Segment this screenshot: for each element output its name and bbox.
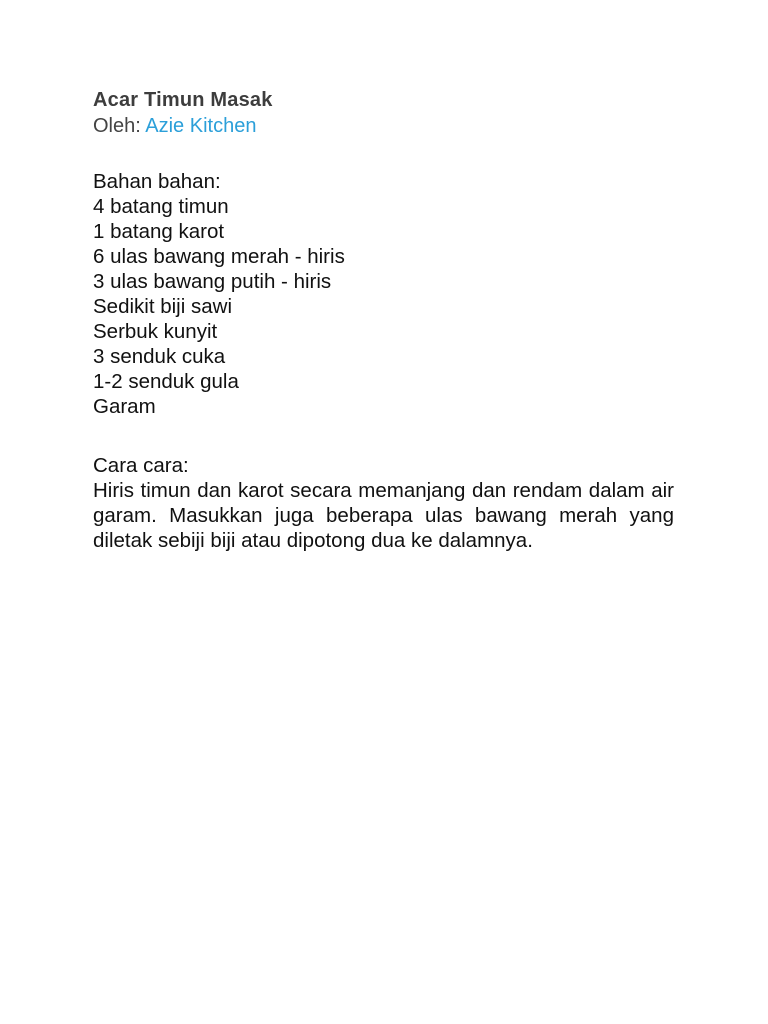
ingredient-item: 3 ulas bawang putih - hiris <box>93 270 332 293</box>
method-paragraph: Hiris timun dan karot secara memanjang dan rendam dalam air garam. Masukkan juga beberapa ulas bawang merah yang diletak sebiji biji atau dipotong dua ke dalamnya. <box>93 479 674 552</box>
ingredient-item: Garam <box>93 395 156 418</box>
method-heading: Cara cara: <box>93 454 189 477</box>
recipe-byline <box>93 114 674 138</box>
ingredient-list <box>93 194 674 419</box>
byline-prefix: Oleh: <box>93 115 146 137</box>
recipe-title: Acar Timun Masak <box>93 89 273 111</box>
author-name: Azie Kitchen <box>145 115 257 137</box>
recipe-content <box>93 86 674 553</box>
ingredient-item: 4 batang timun <box>93 195 229 218</box>
ingredient-item: 6 ulas bawang merah - hiris <box>93 245 345 268</box>
ingredient-item: Sedikit biji sawi <box>93 295 232 318</box>
method-section <box>93 453 674 553</box>
ingredient-item: Serbuk kunyit <box>93 320 218 343</box>
ingredients-heading: Bahan bahan: <box>93 170 221 193</box>
ingredient-item: 1 batang karot <box>93 220 225 243</box>
ingredients-section <box>93 169 674 419</box>
ingredient-item: 3 senduk cuka <box>93 345 226 368</box>
ingredient-item: 1-2 senduk gula <box>93 370 239 393</box>
